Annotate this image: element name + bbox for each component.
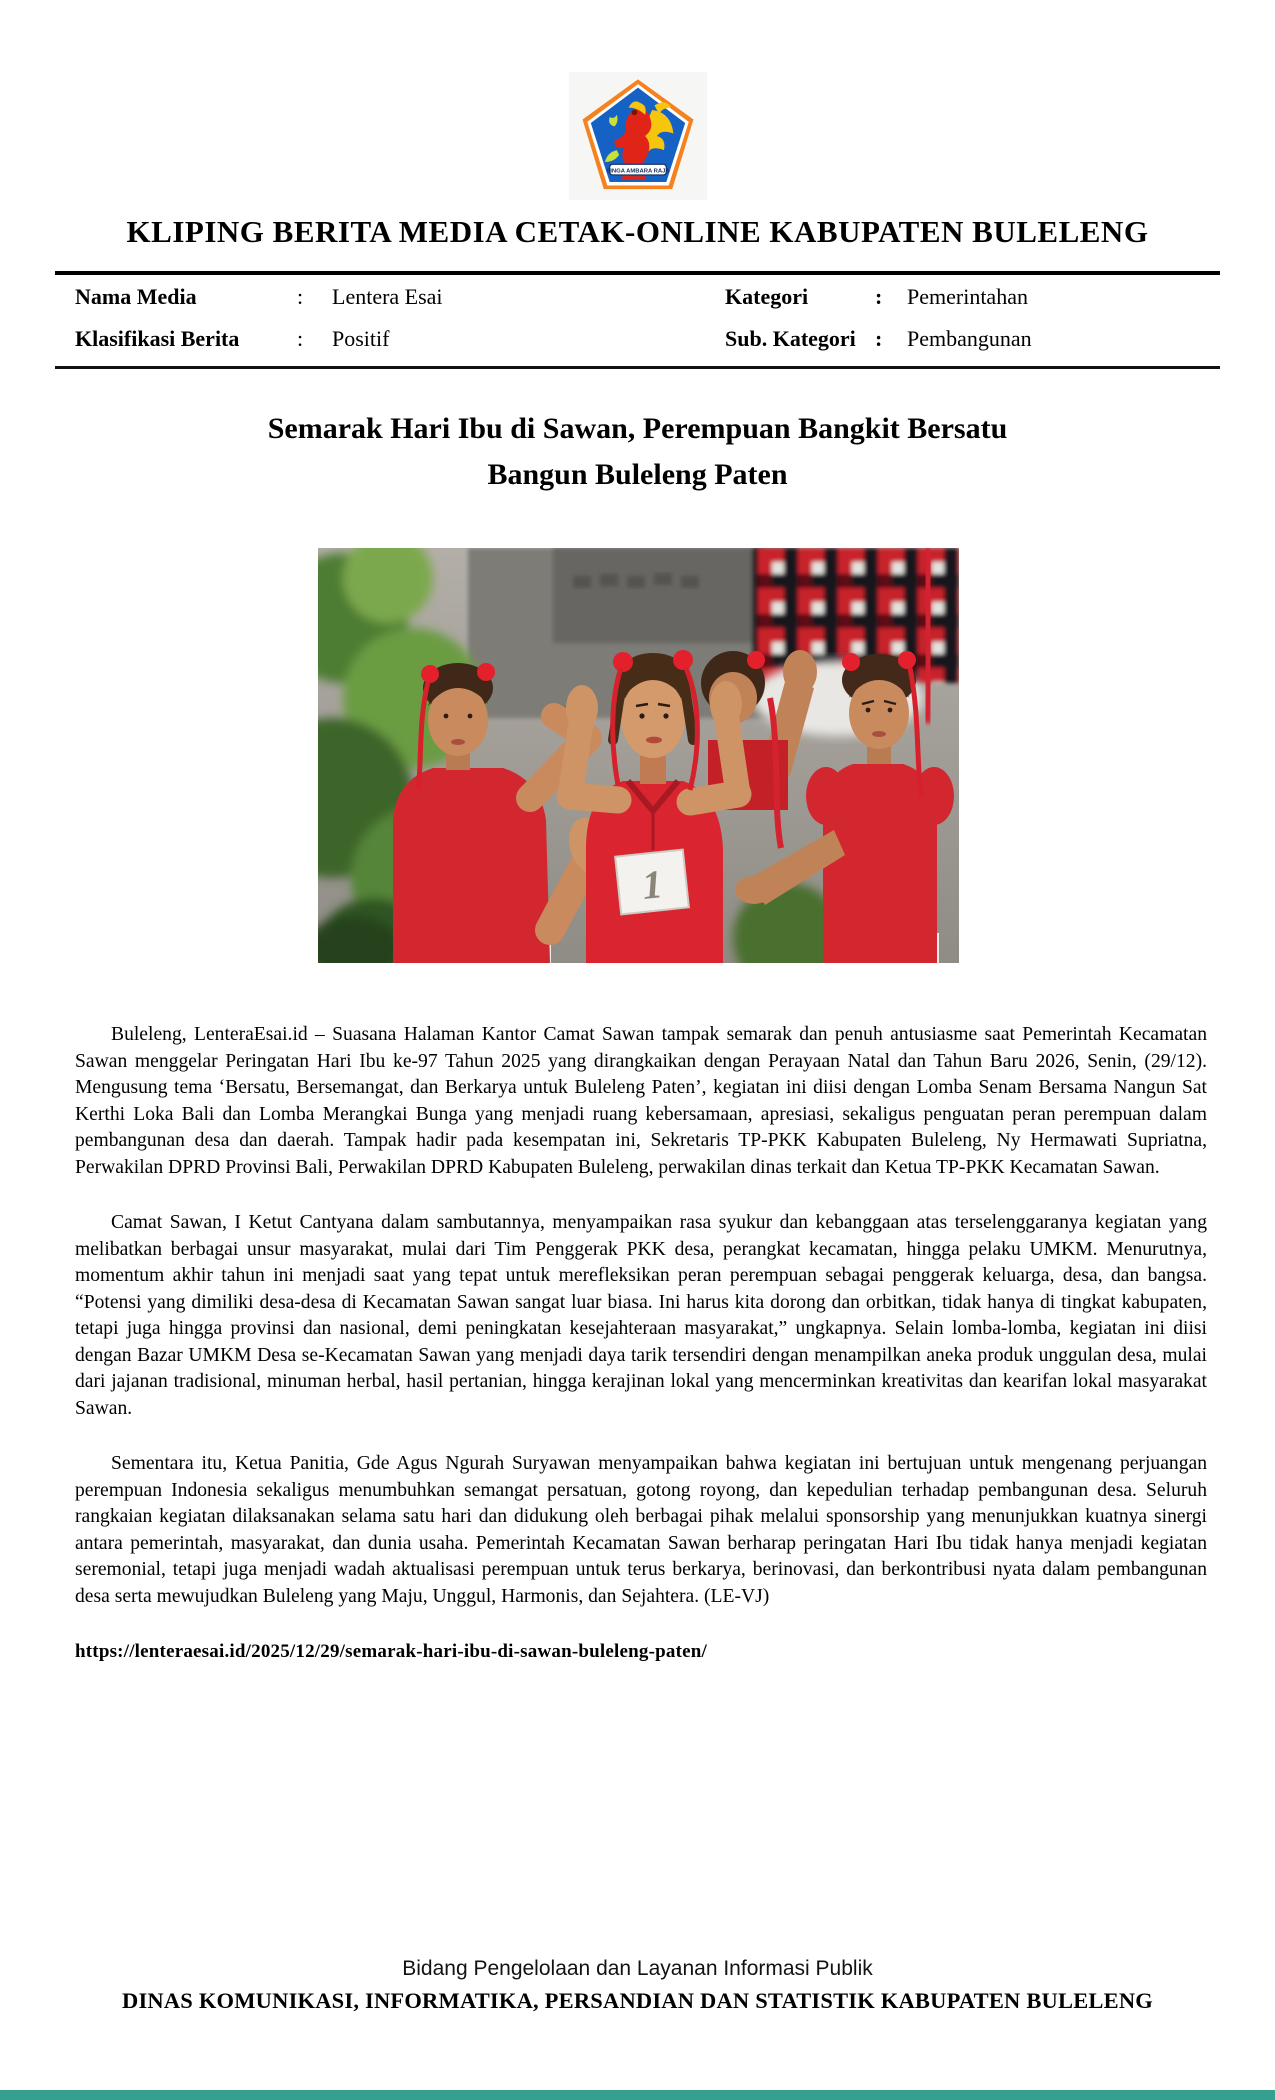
- buleleng-crest-logo: [569, 72, 707, 200]
- meta-colon: :: [875, 284, 883, 309]
- meta-label: Kategori: [725, 284, 809, 309]
- meta-klasifikasi: [75, 326, 725, 352]
- meta-value: Positif: [332, 326, 390, 351]
- bib-card: [615, 850, 689, 915]
- meta-colon: :: [297, 284, 304, 309]
- meta-label: Sub. Kategori: [725, 326, 856, 351]
- dancer-center: [566, 650, 742, 963]
- meta-nama-media: [75, 284, 725, 310]
- crest-icon: [577, 77, 699, 195]
- meta-value: Pembangunan: [907, 326, 1032, 351]
- bib-number: 1: [639, 861, 665, 908]
- article-paragraph-2: Camat Sawan, I Ketut Cantyana dalam sambutannya, menyampaikan rasa syukur dan kebanggaan atas terselenggaranya kegiatan yang melibatkan berbagai unsur masyarakat, mulai dari Tim Penggerak PKK desa, perangkat kecamatan, hingga pelaku UMKM. Menurutnya, momentum akhir tahun ini menjadi saat yang tepat untuk merefleksikan peran perempuan sebagai penggerak keluarga, desa, dan bangsa. “Potensi yang dimiliki desa-desa di Kecamatan Sawan sangat luar biasa. Ini harus kita dorong dan orbitkan, tidak hanya di tingkat kabupaten, tetapi juga hingga provinsi dan nasional, demi peningkatan kesejahteraan masyarakat,” ungkapnya. Selain lomba-lomba, kegiatan ini diisi dengan Bazar UMKM Desa se-Kecamatan Sawan yang menjadi daya tarik tersendiri dengan menampilkan aneka produk unggulan desa, mulai dari jajanan tradisional, minuman herbal, hasil pertanian, hingga kerajinan lokal yang mencerminkan kreativitas dan kearifan lokal masyarakat Sawan.: [75, 1212, 1207, 1419]
- meta-colon: :: [297, 326, 304, 351]
- divider-top: [55, 271, 1220, 275]
- article-headline-line2: Bangun Buleleng Paten: [487, 458, 788, 491]
- article-paragraph-1: Buleleng, LenteraEsai.id – Suasana Halaman Kantor Camat Sawan tampak semarak dan penuh antusiasme saat Pemerintah Kecamatan Sawan menggelar Peringatan Hari Ibu ke-97 Tahun 2025 yang dirangkaikan dengan Perayaan Natal dan Tahun Baru 2026, Senin, (29/12). Mengusung tema ‘Bersatu, Bersemangat, dan Berkarya untuk Buleleng Paten’, kegiatan ini diisi dengan Lomba Senam Bersama Nangun Sat Kerthi Loka Bali dan Lomba Merangkai Bunga yang menjadi ruang kebersamaan, apresiasi, sekaligus penguatan peran perempuan dalam pembangunan desa dan daerah. Tampak hadir pada kesempatan ini, Sekretaris TP-PKK Kabupaten Buleleng, Ny Hermawati Supriatna, Perwakilan DPRD Provinsi Bali, Perwakilan DPRD Kabupaten Buleleng, perwakilan dinas terkait dan Ketua TP-PKK Kecamatan Sawan.: [75, 1024, 1207, 1178]
- meta-table: [75, 284, 1215, 352]
- bottom-accent-bar: [0, 2090, 1275, 2100]
- meta-value: Lentera Esai: [332, 284, 443, 309]
- page-title: KLIPING BERITA MEDIA CETAK-ONLINE KABUPATEN BULELENG: [126, 214, 1149, 249]
- meta-sub-kategori: [725, 326, 1215, 352]
- footer-agency-name: DINAS KOMUNIKASI, INFORMATIKA, PERSANDIAN DAN STATISTIK KABUPATEN BULELENG: [122, 1988, 1153, 2013]
- article-photo: [318, 548, 959, 963]
- article-body: [75, 1022, 1207, 1666]
- divider-meta-bottom: [55, 366, 1220, 369]
- meta-label: Nama Media: [75, 284, 197, 309]
- meta-kategori: [725, 284, 1215, 310]
- meta-colon: :: [875, 326, 883, 351]
- article-paragraph-3: Sementara itu, Ketua Panitia, Gde Agus Ngurah Suryawan menyampaikan bahwa kegiatan ini bertujuan untuk mengenang perjuangan perempuan Indonesia sekaligus menumbuhkan semangat persatuan, gotong royong, dan kepedulian terhadap pembangunan desa. Seluruh rangkaian kegiatan dilaksanakan selama satu hari dan didukung oleh berbagai pihak melalui sponsorship yang menunjukkan kuatnya sinergi antara pemerintah, masyarakat, dan dunia usaha. Pemerintah Kecamatan Sawan berharap peringatan Hari Ibu tidak hanya menjadi kegiatan seremonial, tetapi juga menjadi wadah aktualisasi perempuan untuk terus berkarya, berinovasi, dan berkontribusi nyata dalam pembangunan desa serta mewujudkan Buleleng yang Maju, Unggul, Harmonis, dan Sejahtera. (LE-VJ): [75, 1453, 1207, 1607]
- article-headline-line1: Semarak Hari Ibu di Sawan, Perempuan Bangkit Bersatu: [267, 412, 1008, 445]
- article-headline: [120, 406, 1155, 498]
- page-footer: [0, 1957, 1275, 2014]
- footer-division-name: Bidang Pengelolaan dan Layanan Informasi Publik: [402, 1957, 873, 1980]
- article-photo-illustration: [318, 548, 959, 963]
- source-url-link[interactable]: https://lenteraesai.id/2025/12/29/semarak-hari-ibu-di-sawan-buleleng-paten/: [75, 1641, 707, 1662]
- meta-value: Pemerintahan: [907, 284, 1028, 309]
- meta-label: Klasifikasi Berita: [75, 326, 240, 351]
- crest-banner-text: SINGA AMBARA RAJA: [605, 168, 670, 175]
